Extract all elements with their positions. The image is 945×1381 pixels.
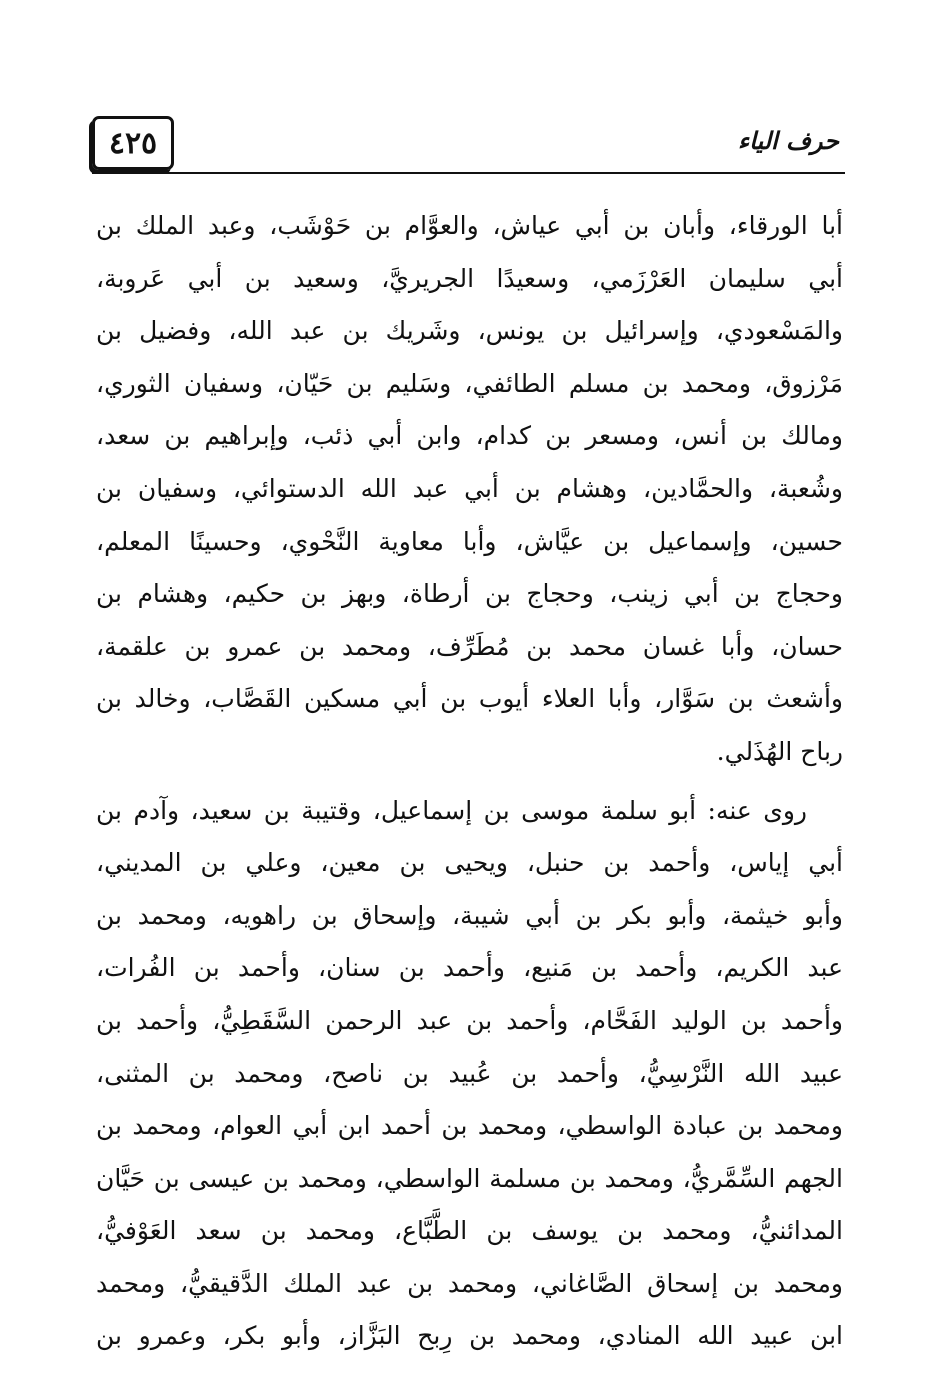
paragraph-narrated-by (96, 785, 843, 1364)
text-line: وشُعبة، والحمَّادين، وهشام بن أبي عبد الله الدستوائي، وسفيان بن (96, 473, 843, 503)
text-line: عبد الكريم، وأحمد بن مَنيع، وأحمد بن سنان، وأحمد بن الفُرات، (96, 953, 843, 983)
text-line: عبيد الله النَّرْسِيُّ، وأحمد بن عُبيد بن ناصح، ومحمد بن المثنى، (96, 1058, 843, 1088)
text-line: وأحمد بن الوليد الفَحَّام، وأحمد بن عبد الرحمن السَّقَطِيُّ، وأحمد بن (96, 1005, 843, 1035)
text-line: ومحمد بن إسحاق الصَّاغاني، ومحمد بن عبد الملك الدَّقيقيُّ، ومحمد (96, 1268, 843, 1298)
page-header (92, 112, 845, 174)
page-body (96, 200, 843, 1363)
text-line: والمَسْعودي، وإسرائيل بن يونس، وشَريك بن عبد الله، وفضيل بن (96, 316, 843, 346)
text-line: حسان، وأبا غسان محمد بن مُطَرِّف، ومحمد بن عمرو بن علقمة، (96, 631, 843, 661)
text-line: رباح الهُذَلي. (716, 736, 843, 766)
text-line: ومالك بن أنس، ومسعر بن كدام، وابن أبي ذئب، وإبراهيم بن سعد، (96, 421, 843, 451)
text-line: وأشعث بن سَوَّار، وأبا العلاء أيوب بن أبي مسكين القَصَّاب، وخالد بن (96, 684, 843, 714)
text-line: مَرْزوق، ومحمد بن مسلم الطائفي، وسَليم بن حَيّان، وسفيان الثوري، (96, 368, 843, 398)
text-line: ومحمد بن عبادة الواسطي، ومحمد بن أحمد ابن أبي العوام، ومحمد بن (96, 1111, 843, 1141)
page-number: ٤٢٥ (92, 116, 174, 170)
text-line: أبا الورقاء، وأبان بن أبي عياش، والعوَّام بن حَوْشَب، وعبد الملك بن (96, 211, 843, 240)
text-line: المدائنيُّ، ومحمد بن يوسف بن الطَّبَّاع، ومحمد بن سعد العَوْفيُّ، (96, 1216, 843, 1246)
text-line: ابن عبيد الله المنادي، ومحمد بن رِبح البَزَّاز، وأبو بكر، وعمرو بن (96, 1321, 843, 1351)
text-line: روى عنه: أبو سلمة موسى بن إسماعيل، وقتيبة بن سعيد، وآدم بن (96, 795, 807, 825)
text-line: أبي سليمان العَرْزَمي، وسعيدًا الجريريَّ، وسعيد بن أبي عَروبة، (96, 263, 843, 293)
text-line: حسين، وإسماعيل بن عيَّاش، وأبا معاوية النَّحْوي، وحسينًا المعلم، (96, 526, 843, 556)
text-line: الجهم السِّمَّريُّ، ومحمد بن مسلمة الواسطي، ومحمد بن عيسى بن حَيَّان (96, 1163, 843, 1193)
header-rule (92, 172, 845, 174)
text-line: وحجاج بن أبي زينب، وحجاج بن أرطاة، وبهز بن حكيم، وهشام بن (96, 579, 843, 609)
running-title: حرف الياء (737, 126, 839, 155)
paragraph-narrators-from (96, 200, 843, 779)
text-line: وأبو خيثمة، وأبو بكر بن أبي شيبة، وإسحاق بن راهويه، ومحمد بن (96, 900, 843, 930)
text-line: أبي إياس، وأحمد بن حنبل، ويحيى بن معين، وعلي بن المديني، (96, 848, 843, 878)
